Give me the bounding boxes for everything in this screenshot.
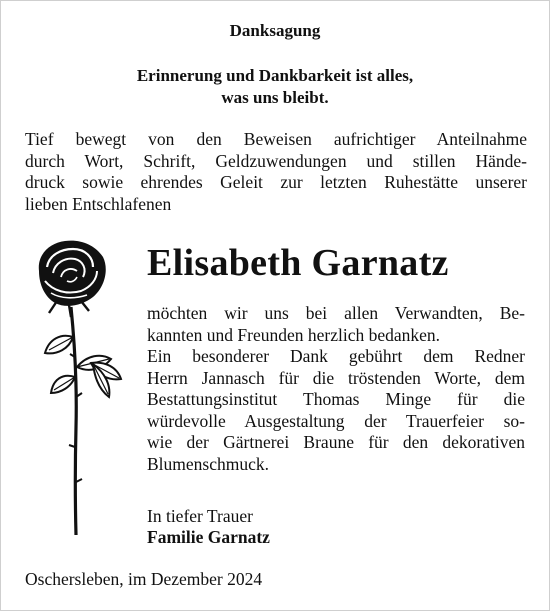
thanks-line: würdevolle Ausgestaltung der Trauerfeier so- (147, 410, 525, 431)
motto-line-2: was uns bleibt. (221, 88, 329, 107)
intro-paragraph (25, 129, 527, 215)
thanks-paragraph (147, 303, 525, 475)
thanks-line: Herrn Jannasch für die tröstenden Worte, dem (147, 367, 525, 388)
motto (1, 65, 549, 109)
deceased-name: Elisabeth Garnatz (147, 242, 449, 284)
thanks-line: Bestattungsinstitut Thomas Minge für die (147, 389, 525, 409)
notice-heading: Danksagung (229, 21, 321, 40)
thanks-line: wie der Gärtnerei Braune für den dekorativen (147, 432, 525, 452)
rose-icon (31, 237, 127, 537)
intro-line: durch Wort, Schrift, Geldzuwendungen und stillen Hände- (25, 150, 527, 171)
family-signature: Familie Garnatz (147, 527, 270, 547)
motto-line-1: Erinnerung und Dankbarkeit ist alles, (136, 66, 414, 85)
intro-line: druck sowie ehrendes Geleit zur letzten Ruhestätte unserer (25, 172, 527, 192)
thanks-line: Blumenschmuck. (147, 453, 269, 474)
intro-line: Tief bewegt von den Beweisen aufrichtiger Anteilnahme (25, 129, 527, 149)
intro-line: lieben Entschlafenen (25, 193, 172, 214)
closing-phrase: In tiefer Trauer (147, 506, 253, 526)
thanks-line: möchten wir uns bei allen Verwandten, Be- (147, 303, 525, 323)
thanks-line: Ein besonderer Dank gebührt dem Redner (147, 346, 525, 366)
place-date: Oschersleben, im Dezember 2024 (25, 569, 263, 589)
thanks-line: kannten und Freunden herzlich bedanken. (147, 324, 441, 345)
